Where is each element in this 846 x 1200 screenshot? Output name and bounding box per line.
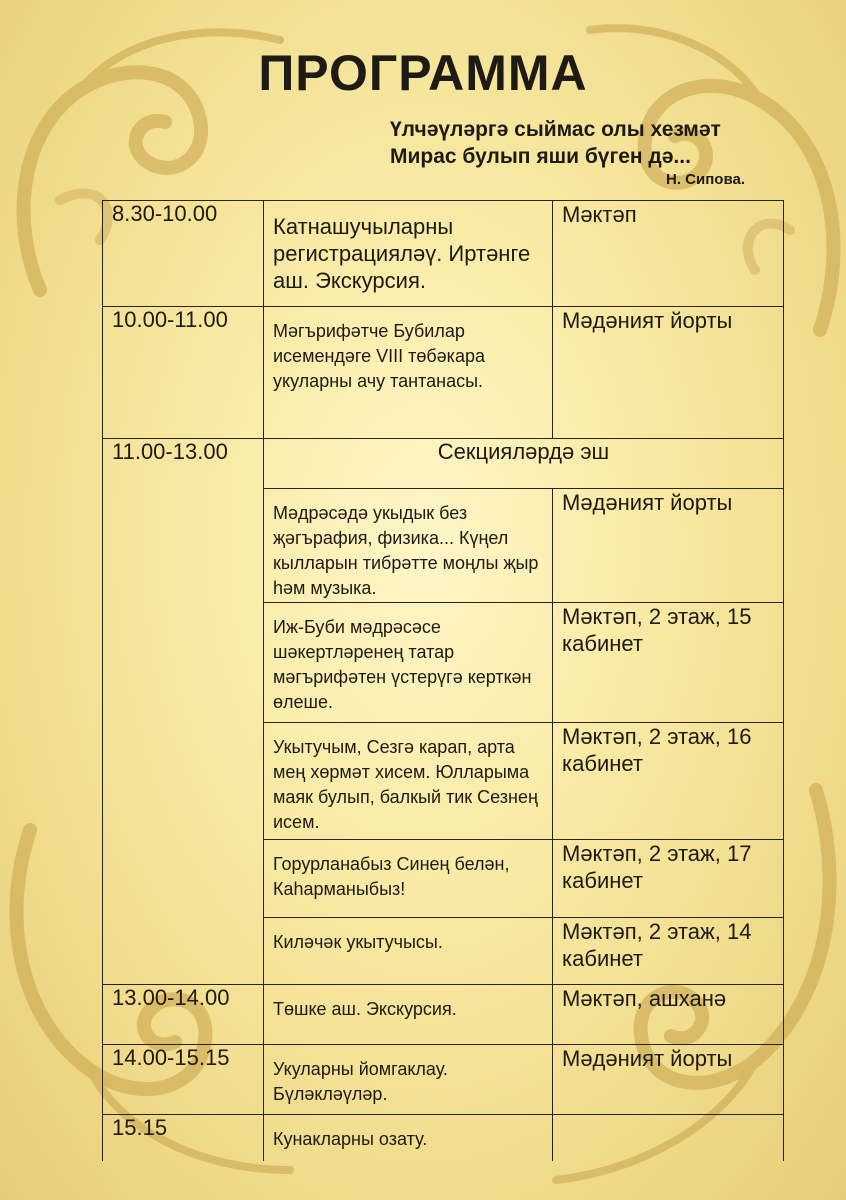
time-cell: 14.00-15.15	[103, 1045, 264, 1115]
table-row	[103, 1045, 784, 1115]
page-title: ПРОГРАММА	[258, 45, 588, 101]
table-row	[103, 307, 784, 439]
table-row	[103, 439, 784, 489]
time-cell: 13.00-14.00	[103, 985, 264, 1045]
time-cell: 11.00-13.00	[103, 439, 264, 985]
epigraph-line: Үлчәүләргә сыймас олы хезмәт	[390, 118, 721, 141]
time-cell: 15.15	[103, 1115, 264, 1161]
place-cell: Мәдәният йорты	[553, 1045, 784, 1115]
time-cell: 10.00-11.00	[103, 307, 264, 439]
epigraph-author: Н. Сипова.	[666, 171, 745, 188]
epigraph	[390, 116, 721, 170]
event-cell: Мәгърифәтче Бубилар исемендәге VIII төбәкара укуларны ачу тантанасы.	[264, 307, 553, 439]
event-cell: Мәдрәсәдә укыдык без җәгърафия, физика... Күңел кылларын тибрәтте моңлы җыр һәм музыка.	[264, 489, 553, 603]
place-cell: Мәктәп, 2 этаж, 15 кабинет	[553, 603, 784, 723]
place-cell	[553, 1115, 784, 1161]
table-row	[103, 985, 784, 1045]
place-cell: Мәдәният йорты	[553, 489, 784, 603]
table-row	[103, 1115, 784, 1161]
event-cell: Иж-Буби мәдрәсәсе шәкертләренең татар мәгърифәтен үстерүгә керткән өлеше.	[264, 603, 553, 723]
event-cell: Киләчәк укытучысы.	[264, 918, 553, 985]
epigraph-line: Мирас булып яши бүген дә...	[390, 145, 691, 168]
event-cell: Укытучым, Сезгә карап, арта мең хөрмәт хисем. Юлларыма маяк булып, балкый тик Сезнең исем.	[264, 723, 553, 840]
event-cell: Кунакларны озату.	[264, 1115, 553, 1161]
event-cell: Укуларны йомгаклау. Бүләкләүләр.	[264, 1045, 553, 1115]
place-cell: Мәктәп	[553, 201, 784, 307]
event-cell: Төшке аш. Экскурсия.	[264, 985, 553, 1045]
program-table	[102, 200, 784, 1161]
place-cell: Мәктәп, 2 этаж, 14 кабинет	[553, 918, 784, 985]
section-heading: Секцияләрдә эш	[264, 439, 784, 489]
place-cell: Мәктәп, 2 этаж, 17 кабинет	[553, 840, 784, 918]
event-cell: Горурланабыз Синең белән, Каһарманыбыз!	[264, 840, 553, 918]
place-cell: Мәктәп, ашханә	[553, 985, 784, 1045]
time-cell: 8.30-10.00	[103, 201, 264, 307]
place-cell: Мәктәп, 2 этаж, 16 кабинет	[553, 723, 784, 840]
place-cell: Мәдәният йорты	[553, 307, 784, 439]
event-cell: Катнашучыларны регистрацияләү. Иртәнге аш. Экскурсия.	[264, 201, 553, 307]
table-row	[103, 201, 784, 307]
